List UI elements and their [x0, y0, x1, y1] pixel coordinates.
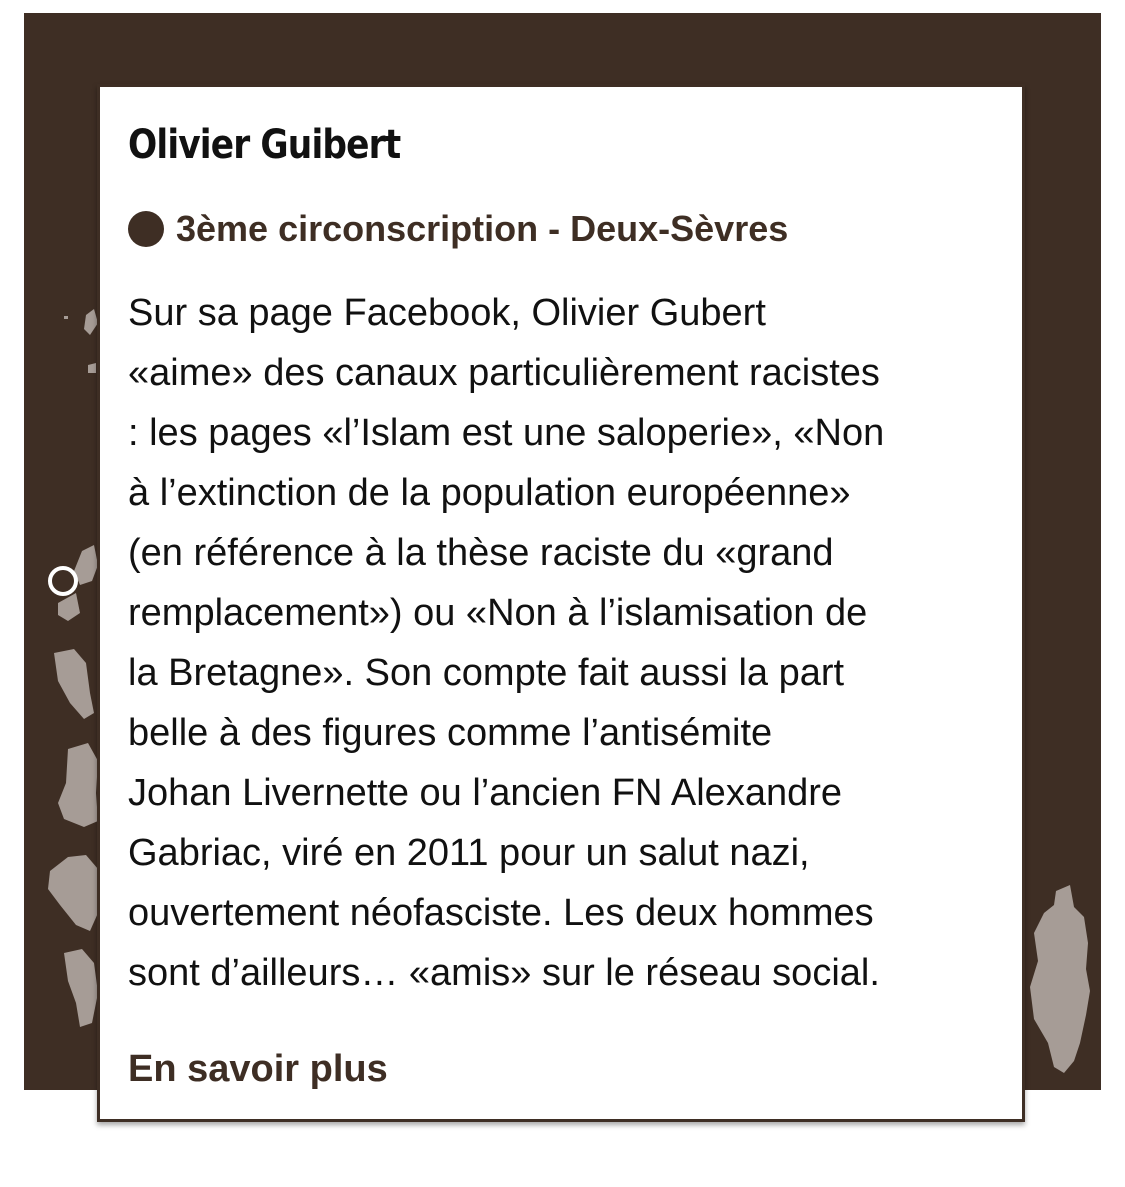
description-line: à l’extinction de la population européenne» [128, 472, 851, 514]
description-line: : les pages «l’Islam est une saloperie», «Non [128, 412, 885, 454]
info-popup [97, 84, 1025, 1122]
territory-shape [84, 309, 98, 335]
territory-shape [64, 949, 98, 1027]
description-line: remplacement») ou «Non à l’islamisation de [128, 592, 868, 634]
territory-shape [58, 743, 98, 827]
description-line: belle à des figures comme l’antisémite [128, 712, 773, 754]
description-line: «aime» des canaux particulièrement racistes [128, 352, 880, 394]
territory-shape [48, 855, 98, 931]
territory-shape [88, 363, 96, 373]
description-line: sont d’ailleurs… «amis» sur le réseau social. [128, 952, 880, 994]
description-line: la Bretagne». Son compte fait aussi la part [128, 652, 845, 694]
corsica-shape [1030, 885, 1090, 1073]
description-line: Sur sa page Facebook, Olivier Gubert [128, 292, 766, 334]
description-line: ouvertement néofasciste. Les deux hommes [128, 892, 874, 934]
territory-shape [58, 593, 80, 621]
bullet-dot-icon [128, 211, 164, 247]
description-line: Johan Livernette ou l’ancien FN Alexandre [128, 772, 843, 814]
read-more-link[interactable]: En savoir plus [128, 1048, 388, 1090]
popup-title: Olivier Guibert [128, 122, 401, 168]
map-marker-icon[interactable] [48, 566, 78, 596]
description-line: Gabriac, viré en 2011 pour un salut nazi, [128, 832, 810, 874]
popup-description [128, 283, 1008, 1003]
territory-shape [54, 649, 94, 719]
constituency-label: 3ème circonscription - Deux-Sèvres [176, 208, 789, 249]
description-line: (en référence à la thèse raciste du «grand [128, 532, 834, 574]
constituency-row [128, 207, 788, 251]
territory-shape [64, 316, 68, 319]
